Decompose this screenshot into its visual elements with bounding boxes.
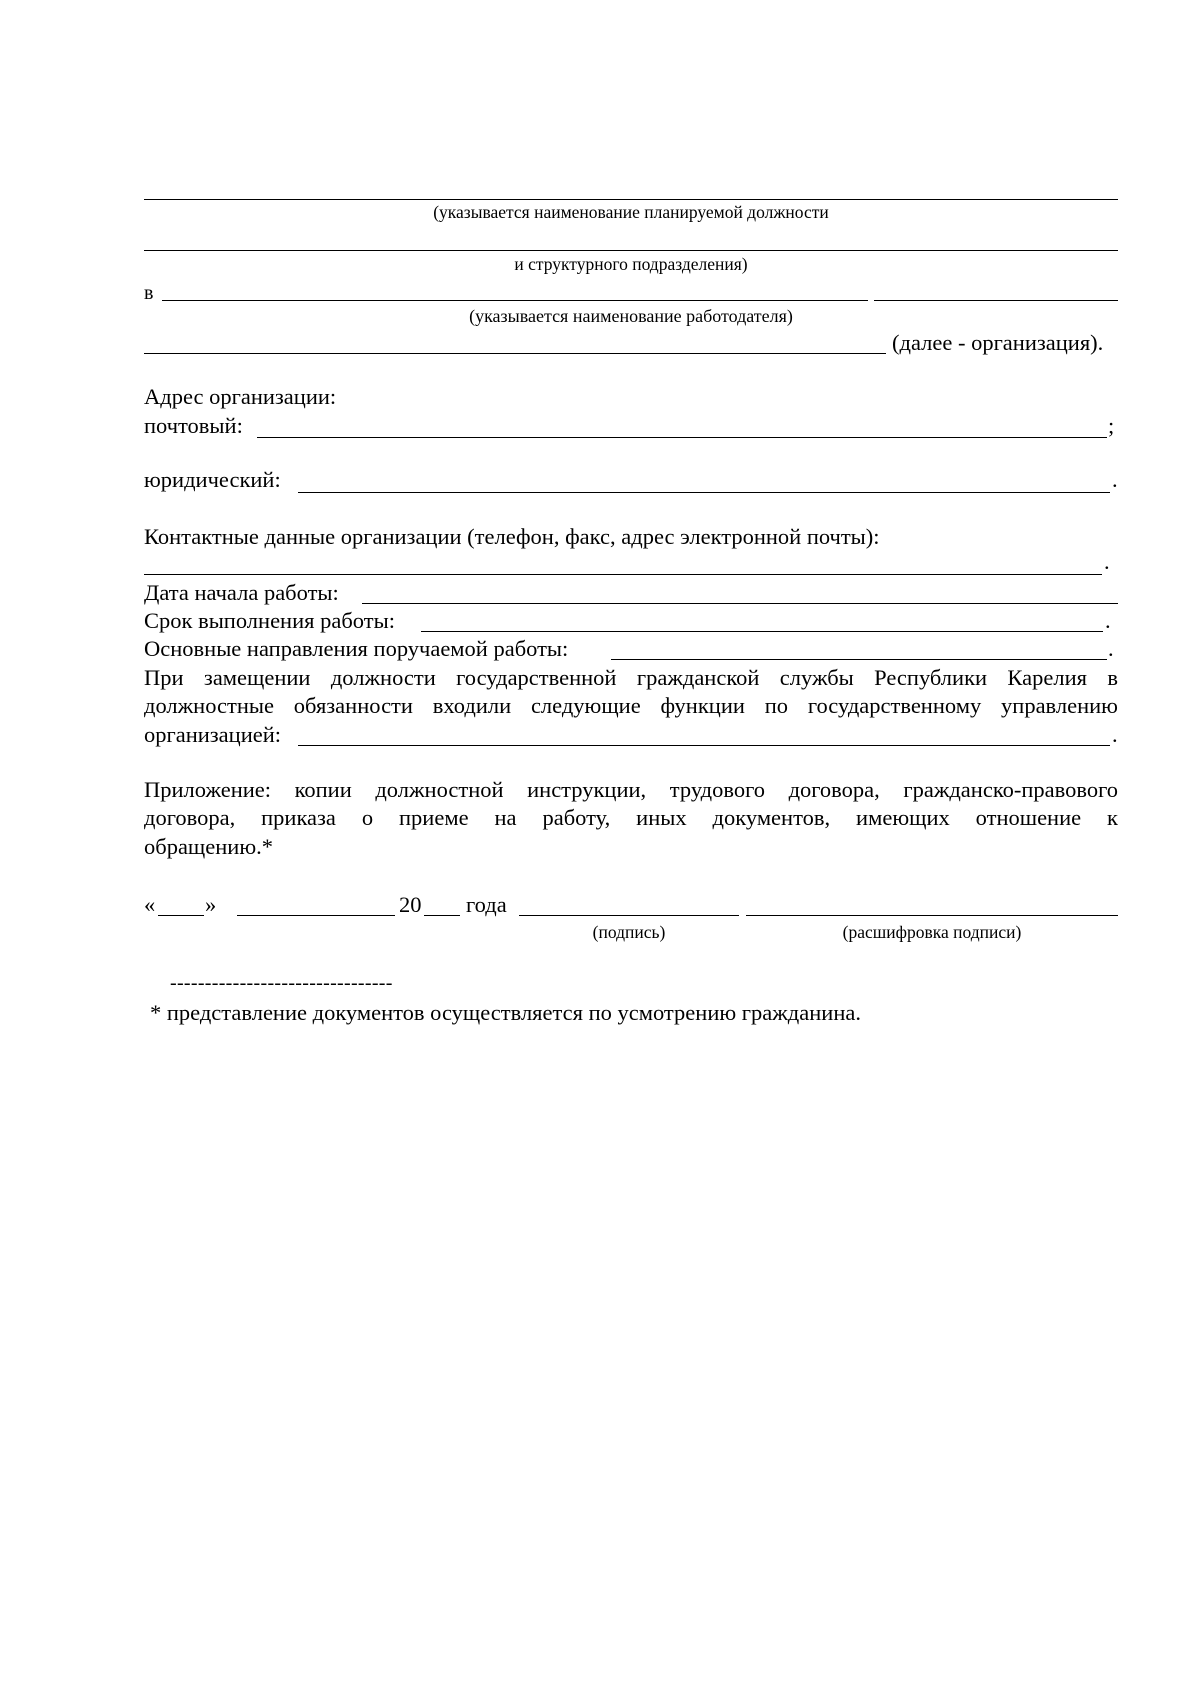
day-line[interactable] — [158, 915, 204, 916]
term-line[interactable] — [421, 631, 1103, 632]
term-label: Срок выполнения работы: — [144, 608, 395, 633]
division-line[interactable] — [144, 250, 1118, 251]
organization-line[interactable] — [144, 353, 886, 354]
address-heading: Адрес организации: — [144, 384, 337, 409]
caption-signature: (подпись) — [592, 922, 666, 942]
signature-line[interactable] — [519, 915, 739, 916]
year-suffix: года — [466, 892, 507, 917]
footnote-text: * представление документов осуществляется по усмотрению гражданина. — [150, 1000, 861, 1025]
employer-line-2[interactable] — [874, 300, 1118, 301]
footnote-separator: -------------------------------- — [170, 972, 393, 994]
functions-line[interactable] — [298, 745, 1110, 746]
quote-close: » — [205, 892, 217, 917]
caption-division: и структурного подразделения) — [514, 254, 748, 274]
attachment-line-2: договора, приказа о приеме на работу, иных документов, имеющих отношение к — [144, 805, 1118, 830]
legal-line[interactable] — [298, 492, 1110, 493]
position-line[interactable] — [144, 199, 1118, 200]
start-date-line[interactable] — [362, 603, 1118, 604]
legal-label: юридический: — [144, 467, 281, 492]
functions-line-1: При замещении должности государственной гражданской службы Республики Карелия в — [144, 665, 1118, 690]
decoding-line[interactable] — [746, 915, 1118, 916]
quote-open: « — [144, 892, 156, 917]
contacts-end: . — [1104, 549, 1110, 574]
functions-end: . — [1112, 722, 1118, 747]
functions-label: организацией: — [144, 722, 282, 747]
term-end: . — [1105, 608, 1111, 633]
functions-line-2: должностные обязанности входили следующие функции по государственному управлению — [144, 693, 1118, 718]
attachment-line-3: обращению.* — [144, 834, 274, 859]
directions-line[interactable] — [611, 659, 1107, 660]
prefix-in: в — [144, 282, 154, 304]
start-date-label: Дата начала работы: — [144, 580, 339, 605]
postal-label: почтовый: — [144, 413, 243, 438]
month-line[interactable] — [237, 915, 395, 916]
employer-line-1[interactable] — [162, 300, 868, 301]
attachment-line-1: Приложение: копии должностной инструкции, трудового договора, гражданско-правового — [144, 777, 1118, 802]
year-prefix: 20 — [399, 892, 422, 917]
caption-decoding: (расшифровка подписи) — [842, 922, 1022, 942]
directions-label: Основные направления поручаемой работы: — [144, 636, 569, 661]
contacts-label: Контактные данные организации (телефон, факс, адрес электронной почты): — [144, 524, 880, 549]
caption-employer: (указывается наименование работодателя) — [469, 306, 793, 326]
caption-position: (указывается наименование планируемой должности — [433, 202, 829, 222]
contacts-line[interactable] — [144, 574, 1102, 575]
legal-end: . — [1112, 467, 1118, 492]
postal-end: ; — [1108, 413, 1115, 438]
directions-end: . — [1108, 636, 1114, 661]
postal-line[interactable] — [257, 437, 1107, 438]
organization-suffix: (далее - организация). — [892, 330, 1104, 355]
year-line[interactable] — [424, 915, 460, 916]
